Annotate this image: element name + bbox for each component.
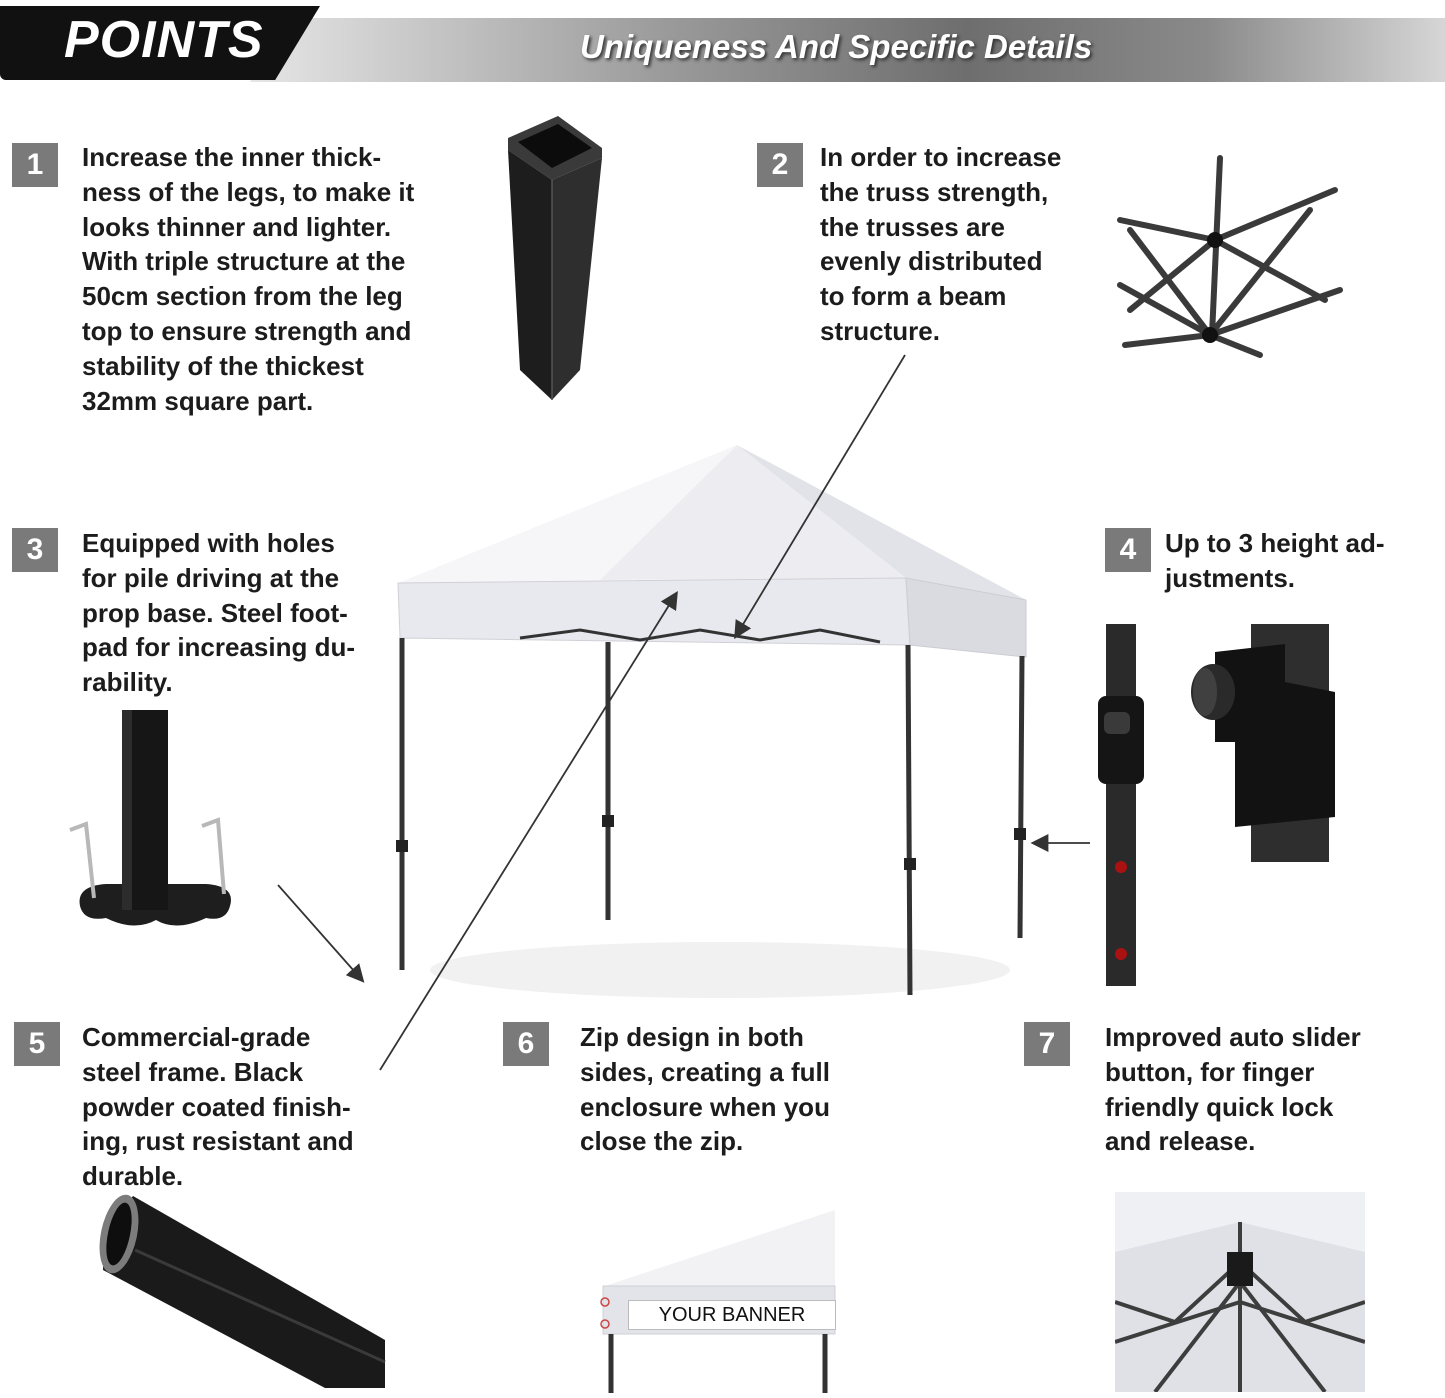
point-4-text [1165, 526, 1385, 596]
page-subtitle: Uniqueness And Specific Details [580, 28, 1093, 65]
point-4-badge: 4 [1105, 528, 1151, 572]
footpad-image [66, 708, 246, 933]
point-1-text [82, 140, 414, 418]
banner-sample-label: YOUR BANNER [628, 1300, 836, 1330]
point-5-line: durable. [82, 1161, 184, 1192]
point-5-line: steel frame. Black [82, 1056, 304, 1087]
point-6-line: close the zip. [580, 1126, 744, 1157]
point-4-line: justments. [1165, 562, 1296, 593]
main-canopy-image [380, 430, 1060, 1010]
point-3-line: rability. [82, 667, 173, 698]
point-5-text [82, 1020, 354, 1194]
point-6-badge: 6 [503, 1022, 549, 1066]
page-title: POINTS [64, 11, 264, 69]
point-3-line: prop base. Steel foot- [82, 597, 348, 628]
point-2-line: evenly distributed [820, 246, 1043, 277]
truss-image [1110, 150, 1350, 365]
point-3-text [82, 526, 355, 700]
oval-tube-image [95, 1190, 390, 1390]
point-1-line: 32mm square part. [82, 385, 314, 416]
point-2-line: the truss strength, [820, 176, 1049, 207]
point-2-line: In order to increase [820, 142, 1062, 172]
point-3-line: for pile driving at the [82, 562, 340, 593]
point-7-badge: 7 [1024, 1022, 1070, 1066]
point-1-line: 50cm section from the leg [82, 281, 403, 312]
point-6-line: enclosure when you [580, 1091, 830, 1122]
point-1-line: stability of the thickest [82, 350, 364, 381]
point-7-text [1105, 1020, 1361, 1159]
point-3-line: pad for increasing du- [82, 632, 356, 663]
point-2-text [820, 140, 1061, 349]
point-1-line: ness of the legs, to make it [82, 176, 415, 207]
point-7-line: Improved auto slider [1105, 1022, 1361, 1052]
point-1-badge: 1 [12, 143, 58, 187]
point-7-line: button, for finger [1105, 1056, 1315, 1087]
point-3-line: Equipped with holes [82, 528, 335, 558]
point-5-badge: 5 [14, 1022, 60, 1066]
point-2-line: to form a beam [820, 281, 1007, 312]
slider-closeup-image [1185, 622, 1350, 864]
point-2-line: the trusses are [820, 211, 1005, 242]
point-2-badge: 2 [757, 143, 803, 187]
point-1-line: With triple structure at the [82, 246, 406, 277]
square-tube-image [500, 108, 610, 408]
point-6-line: sides, creating a full [580, 1056, 830, 1087]
point-5-line: Commercial-grade [82, 1022, 311, 1052]
point-7-line: friendly quick lock [1105, 1091, 1334, 1122]
point-4-line: Up to 3 height ad- [1165, 528, 1385, 558]
point-1-line: looks thinner and lighter. [82, 211, 392, 242]
header-banner [0, 0, 1445, 90]
point-6-line: Zip design in both [580, 1022, 804, 1052]
point-1-line: Increase the inner thick- [82, 142, 382, 172]
point-5-line: powder coated finish- [82, 1091, 351, 1122]
auto-slider-image [1115, 1192, 1365, 1392]
point-1-line: top to ensure strength and [82, 315, 412, 346]
height-adjust-pole-image [1094, 622, 1148, 990]
point-2-line: structure. [820, 315, 940, 346]
point-7-line: and release. [1105, 1126, 1256, 1157]
point-5-line: ing, rust resistant and [82, 1126, 354, 1157]
point-3-badge: 3 [12, 528, 58, 572]
point-6-text [580, 1020, 830, 1159]
